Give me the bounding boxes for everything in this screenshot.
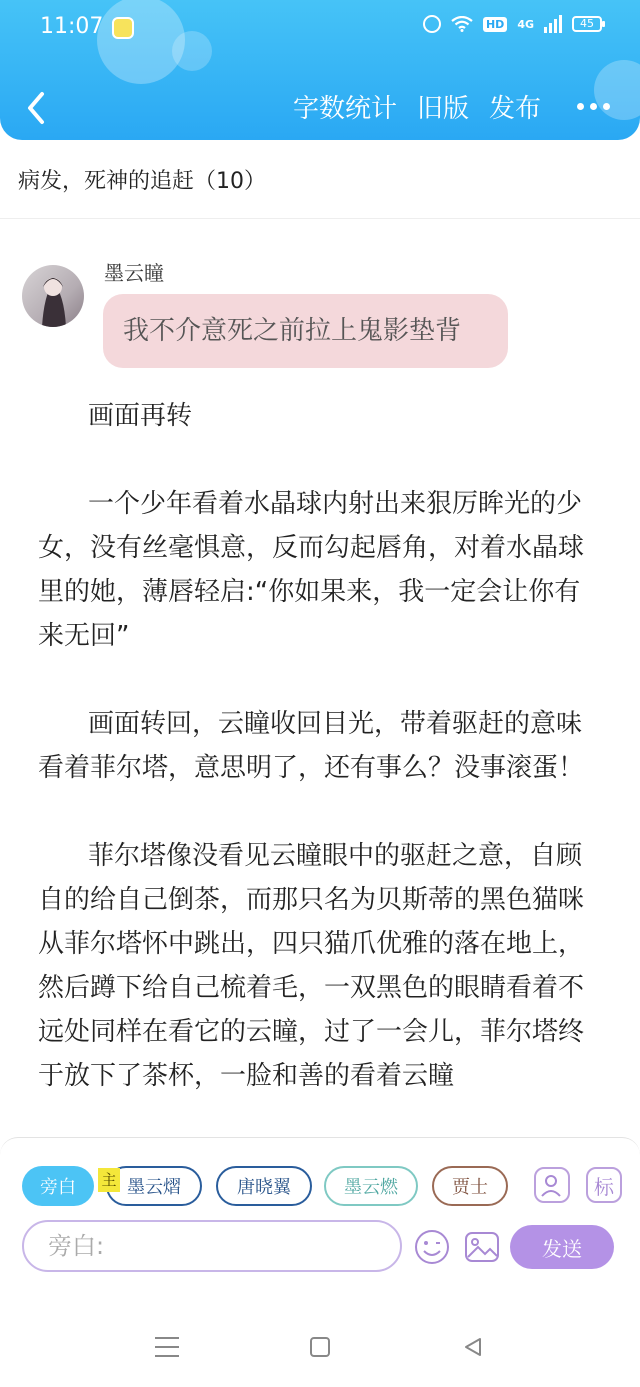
signal-icon bbox=[544, 15, 562, 33]
battery-icon: 45 bbox=[572, 16, 602, 32]
send-button[interactable]: 发送 bbox=[510, 1225, 614, 1269]
role-chip-narrator[interactable]: 旁白 bbox=[22, 1166, 94, 1206]
notification-app-icon bbox=[112, 17, 134, 39]
status-time: 11:07 bbox=[40, 14, 104, 39]
role-chip[interactable]: 墨云燃 bbox=[324, 1166, 418, 1206]
hd-icon: HD bbox=[483, 17, 507, 32]
header-actions bbox=[293, 88, 610, 125]
tag-button[interactable]: 标 bbox=[586, 1167, 622, 1203]
home-icon[interactable] bbox=[310, 1337, 330, 1357]
network-label: 4G bbox=[517, 17, 534, 31]
decor-bubble bbox=[172, 31, 212, 71]
message-input[interactable]: 旁白: bbox=[22, 1220, 402, 1272]
image-icon[interactable] bbox=[464, 1229, 500, 1265]
alarm-icon bbox=[423, 15, 441, 33]
more-menu-icon[interactable] bbox=[577, 103, 610, 110]
story-body bbox=[38, 394, 606, 1142]
back-arrow-icon[interactable] bbox=[22, 88, 52, 128]
role-manage-icon[interactable] bbox=[534, 1167, 570, 1203]
story-paragraph: 一个少年看着水晶球内射出来狠厉眸光的少女，没有丝毫惧意，反而勾起唇角，对着水晶球里的她，薄唇轻启:“你如果来，我一定会让你有来无回” bbox=[38, 489, 585, 651]
recent-apps-icon[interactable] bbox=[155, 1337, 179, 1359]
old-version-button[interactable]: 旧版 bbox=[416, 94, 469, 124]
role-chip[interactable]: 墨云熠 bbox=[106, 1166, 202, 1206]
speech-bubble[interactable]: 我不介意死之前拉上鬼影垫背 bbox=[103, 294, 508, 368]
story-paragraph: 画面转回，云瞳收回目光，带着驱赶的意味看着菲尔塔，意思明了，还有事么？没事滚蛋！ bbox=[38, 709, 585, 783]
wifi-icon bbox=[451, 16, 473, 32]
role-chip[interactable]: 唐晓翼 bbox=[216, 1166, 312, 1206]
main-role-badge: 主 bbox=[98, 1168, 120, 1192]
story-paragraph: 画面再转 bbox=[88, 401, 193, 431]
decor-bubble bbox=[97, 0, 185, 84]
speaker-name: 墨云瞳 bbox=[104, 261, 164, 285]
divider bbox=[0, 218, 640, 219]
role-chip[interactable]: 贾士 bbox=[432, 1166, 508, 1206]
emoji-icon[interactable] bbox=[414, 1229, 450, 1265]
chapter-title: 病发，死神的追赶（10） bbox=[18, 169, 266, 194]
avatar[interactable] bbox=[22, 265, 84, 327]
word-count-button[interactable]: 字数统计 bbox=[292, 94, 397, 124]
story-paragraph: 菲尔塔像没看见云瞳眼中的驱赶之意，自顾自的给自己倒茶，而那只名为贝斯蒂的黑色猫咪从菲尔塔怀中跳出，四只猫爪优雅的落在地上，然后蹲下给自己梳着毛，一双黑色的眼睛看着不远处同样在看它的云瞳，过了一会儿，菲尔塔终于放下了茶杯，一脸和善的看着云瞳 bbox=[38, 841, 585, 1091]
status-icons bbox=[423, 15, 602, 33]
app-header bbox=[0, 0, 640, 140]
back-triangle-icon[interactable] bbox=[462, 1336, 484, 1358]
publish-button[interactable]: 发布 bbox=[488, 94, 541, 124]
